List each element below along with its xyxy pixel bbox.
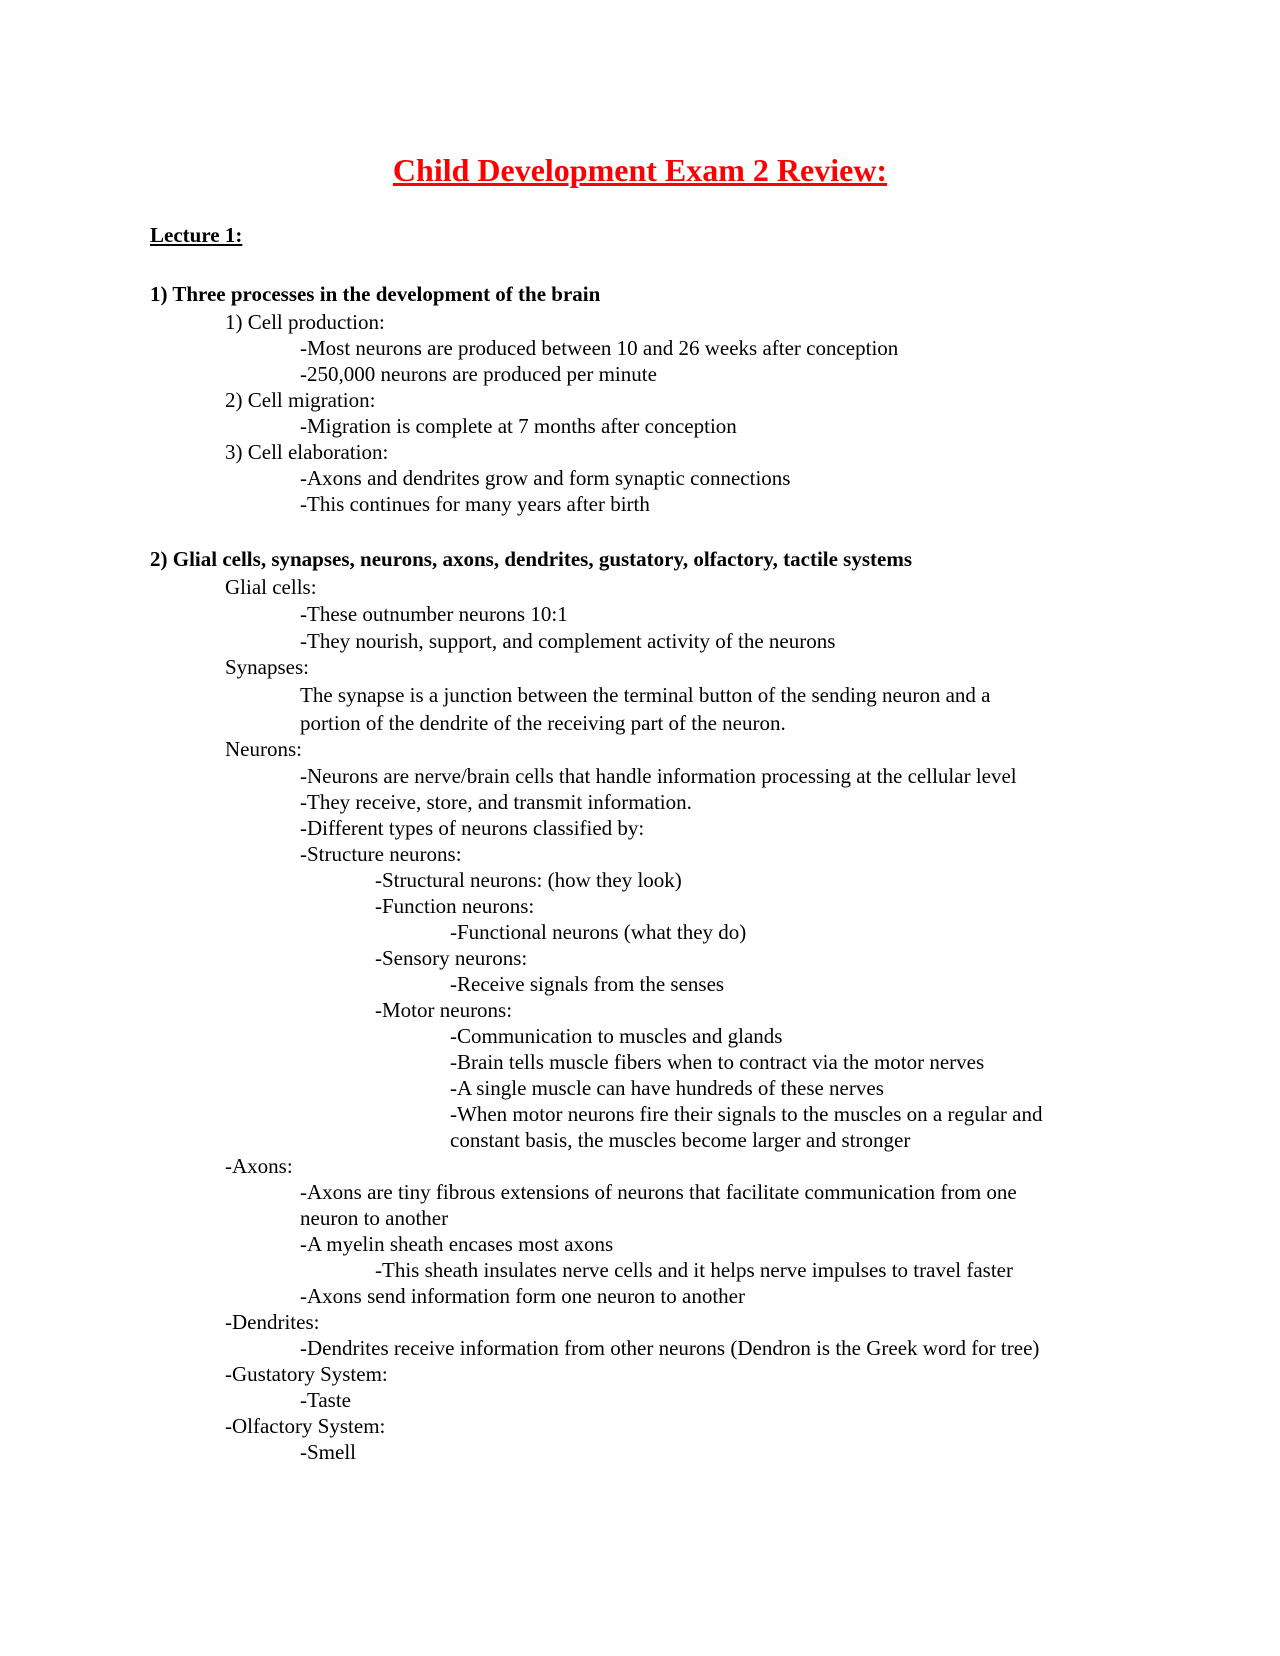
list-item: neuron to another	[300, 1206, 449, 1230]
list-item: -Taste	[300, 1388, 352, 1412]
list-item: -Olfactory System:	[225, 1414, 386, 1438]
list-item: -These outnumber neurons 10:1	[300, 602, 568, 626]
list-item: -Axons are tiny fibrous extensions of neurons that facilitate communication from one	[300, 1180, 1017, 1204]
list-item: -Function neurons:	[375, 894, 535, 918]
section-heading: 1) Three processes in the development of the brain	[150, 282, 601, 306]
list-item: -A myelin sheath encases most axons	[300, 1232, 614, 1256]
list-item: -Dendrites:	[225, 1310, 320, 1334]
list-item: -This continues for many years after birth	[300, 492, 650, 516]
list-item: -Communication to muscles and glands	[450, 1024, 783, 1048]
section-heading: 2) Glial cells, synapses, neurons, axons, dendrites, gustatory, olfactory, tactile systems	[150, 547, 913, 571]
list-item: portion of the dendrite of the receiving part of the neuron.	[300, 711, 786, 735]
list-item: -Dendrites receive information from other neurons (Dendron is the Greek word for tree)	[300, 1336, 1040, 1360]
list-item: -Smell	[300, 1440, 356, 1464]
list-item: Neurons:	[225, 737, 302, 761]
list-item: -A single muscle can have hundreds of these nerves	[450, 1076, 884, 1100]
list-item: -They nourish, support, and complement activity of the neurons	[300, 629, 836, 653]
document-title: Child Development Exam 2 Review:	[392, 152, 888, 188]
list-item: -They receive, store, and transmit information.	[300, 790, 692, 814]
list-item: -Migration is complete at 7 months after conception	[300, 414, 737, 438]
list-item: -Gustatory System:	[225, 1362, 388, 1386]
list-item: 1) Cell production:	[225, 310, 385, 334]
list-item: Synapses:	[225, 655, 309, 679]
list-item: -Most neurons are produced between 10 and 26 weeks after conception	[300, 336, 899, 360]
list-item: 3) Cell elaboration:	[225, 440, 389, 464]
list-item: -Axons:	[225, 1154, 293, 1178]
list-item: -Brain tells muscle fibers when to contract via the motor nerves	[450, 1050, 985, 1074]
list-item: -Sensory neurons:	[375, 946, 528, 970]
list-item: -This sheath insulates nerve cells and it helps nerve impulses to travel faster	[375, 1258, 1013, 1282]
list-item: -Different types of neurons classified by:	[300, 816, 645, 840]
list-item: -Neurons are nerve/brain cells that handle information processing at the cellular level	[300, 764, 1017, 788]
list-item: Glial cells:	[225, 575, 317, 599]
list-item: The synapse is a junction between the terminal button of the sending neuron and a	[300, 683, 991, 707]
list-item: -Axons and dendrites grow and form synaptic connections	[300, 466, 791, 490]
list-item: -Structural neurons: (how they look)	[375, 868, 682, 892]
list-item: -Receive signals from the senses	[450, 972, 725, 996]
list-item: -When motor neurons fire their signals to the muscles on a regular and	[450, 1102, 1043, 1126]
list-item: -Structure neurons:	[300, 842, 462, 866]
list-item: -Axons send information form one neuron to another	[300, 1284, 745, 1308]
list-item: 2) Cell migration:	[225, 388, 376, 412]
list-item: -250,000 neurons are produced per minute	[300, 362, 657, 386]
lecture-label: Lecture 1:	[150, 223, 243, 247]
list-item: constant basis, the muscles become larger and stronger	[450, 1128, 911, 1152]
list-item: -Motor neurons:	[375, 998, 513, 1022]
list-item: -Functional neurons (what they do)	[450, 920, 747, 944]
